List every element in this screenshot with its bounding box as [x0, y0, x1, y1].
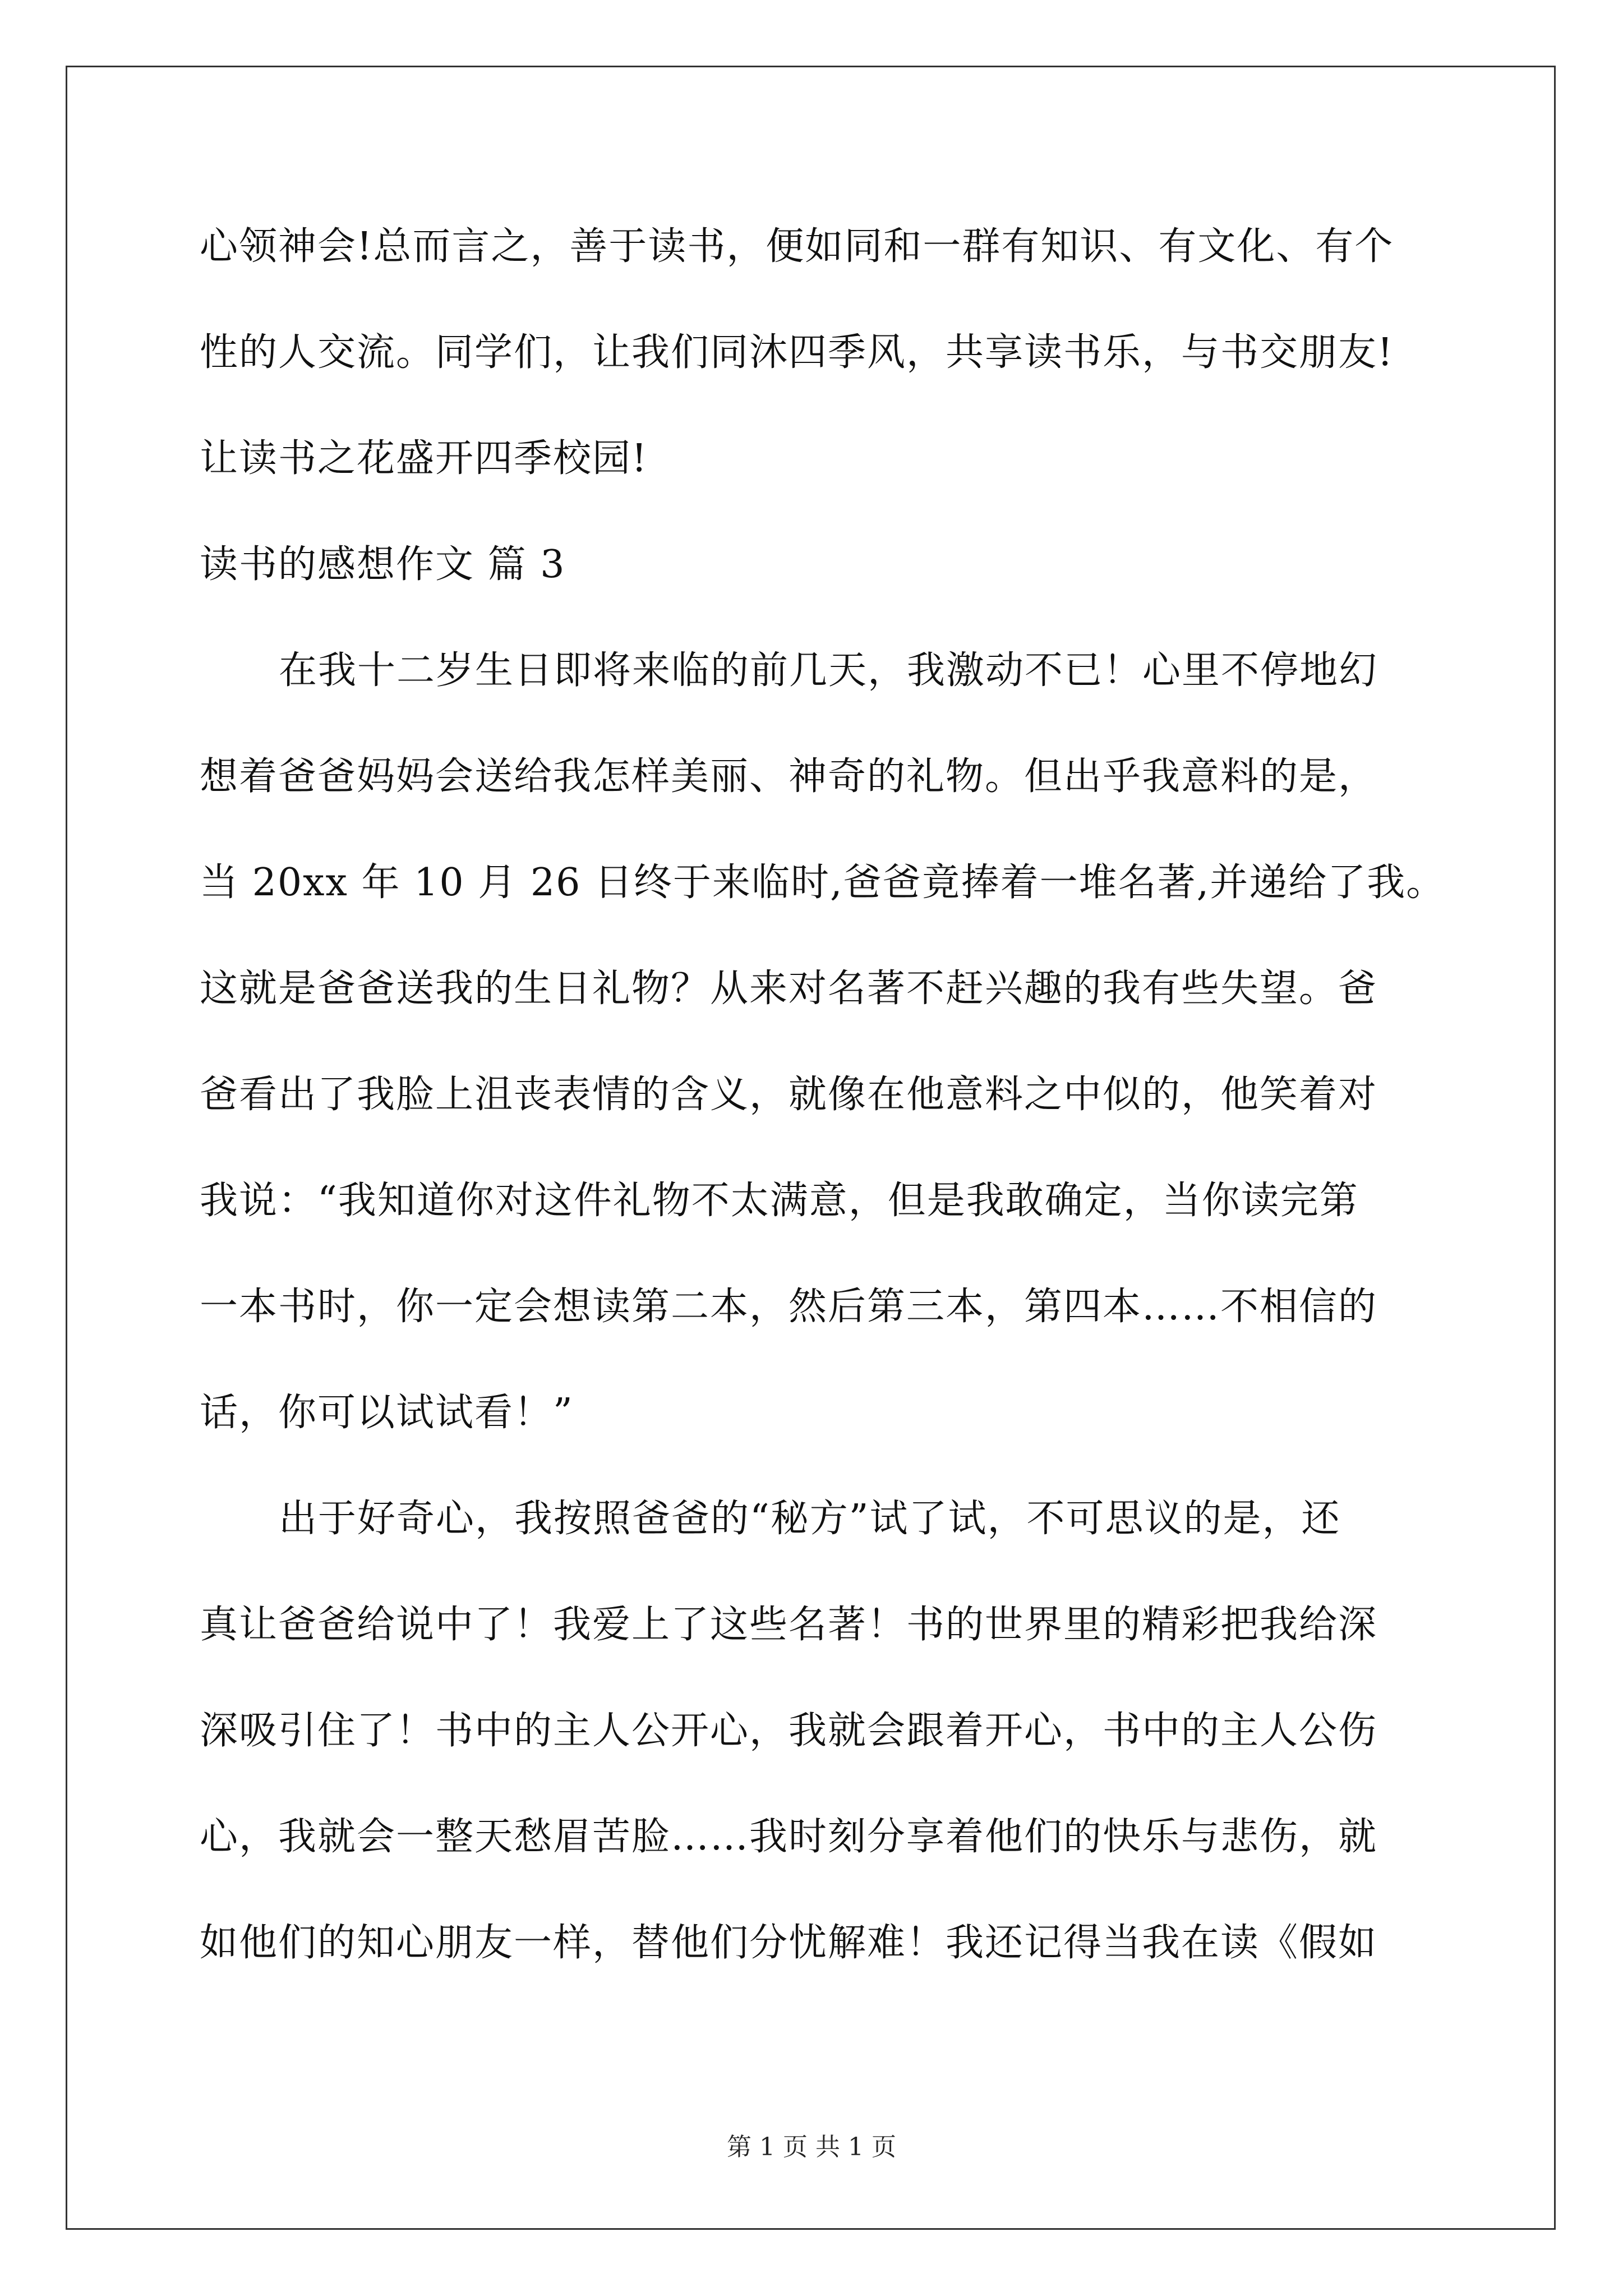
text-line: 一本书时，你一定会想读第二本，然后第三本，第四本……不相信的 [200, 1285, 1378, 1329]
text-line: 性的人交流。同学们，让我们同沐四季风，共享读书乐，与书交朋友! [200, 330, 1394, 375]
text-line: 爸看出了我脸上沮丧表情的含义，就像在他意料之中似的，他笑着对 [200, 1073, 1378, 1117]
text-line: 话，你可以试试看！” [200, 1391, 574, 1435]
text-line: 这就是爸爸送我的生日礼物？从来对名著不赶兴趣的我有些失望。爸 [200, 967, 1378, 1011]
text-line: 深吸引住了！书中的主人公开心，我就会跟着开心，书中的主人公伤 [200, 1709, 1378, 1753]
text-line: 如他们的知心朋友一样，替他们分忧解难！我还记得当我在读《假如 [200, 1921, 1378, 1965]
text-line: 想着爸爸妈妈会送给我怎样美丽、神奇的礼物。但出乎我意料的是， [200, 754, 1378, 799]
text-line: 真让爸爸给说中了！我爱上了这些名著！书的世界里的精彩把我给深 [200, 1603, 1378, 1647]
page-footer: 第 1 页 共 1 页 [727, 2133, 896, 2161]
text-line: 让读书之花盛开四季校园! [200, 436, 648, 481]
document-body [200, 213, 1446, 2016]
section-heading: 读书的感想作文 篇 3 [200, 542, 566, 587]
paragraph-first-line: 出于好奇心，我按照爸爸的“秘方”试了试，不可思议的是，还 [279, 1497, 1341, 1541]
text-line: 心，我就会一整天愁眉苦脸……我时刻分享着他们的快乐与悲伤，就 [200, 1815, 1378, 1859]
text-line: 我说：“我知道你对这件礼物不太满意，但是我敢确定，当你读完第 [200, 1179, 1359, 1223]
paragraph-first-line: 在我十二岁生日即将来临的前几天，我激动不已！心里不停地幻 [279, 648, 1378, 693]
text-line: 当 20xx 年 10 月 26 日终于来临时,爸爸竟捧着一堆名著,并递给了我。 [200, 861, 1446, 905]
text-line: 心领神会!总而言之，善于读书，便如同和一群有知识、有文化、有个 [200, 224, 1394, 269]
